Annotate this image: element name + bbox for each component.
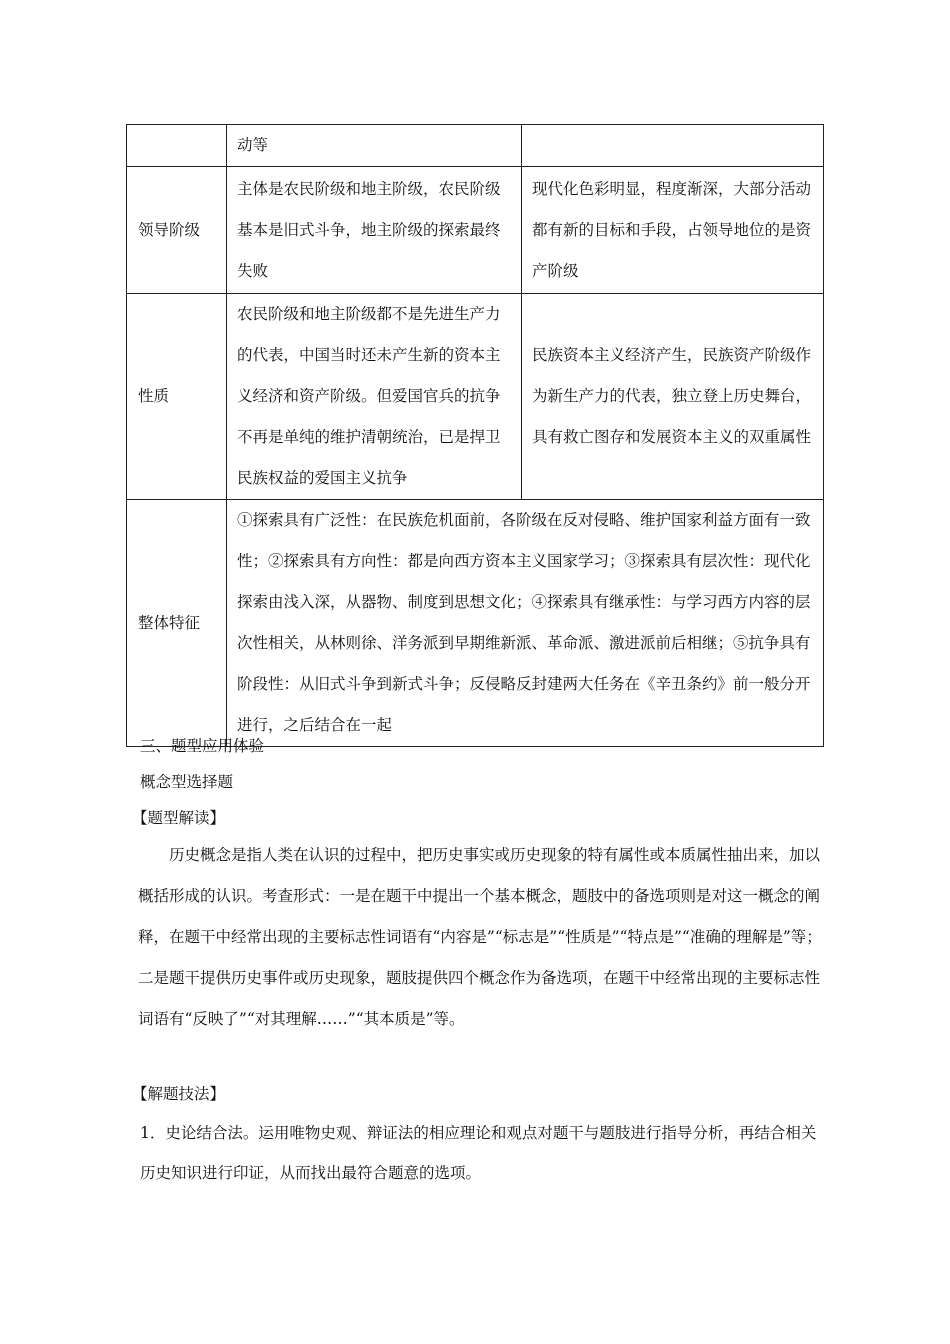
cell-right: 民族资本主义经济产生，民族资产阶级作为新生产力的代表，独立登上历史舞台，具有救亡图存和发展资本主义的双重属性	[522, 294, 824, 500]
cell-span: ①探索具有广泛性：在民族危机面前，各阶级在反对侵略、维护国家利益方面有一致性；②探索具有方向性：都是向西方资本主义国家学习；③探索具有层次性：现代化探索由浅入深，从器物、制度到思想文化；④探索具有继承性：与学习西方内容的层次性相关，从林则徐、洋务派到早期维新派、革命派、激进派前后相继；⑤抗争具有阶段性：从旧式斗争到新式斗争；反侵略反封建两大任务在《辛丑条约》前一般分开进行，之后结合在一起	[227, 500, 824, 747]
table-row	[127, 500, 824, 747]
heading-method: 【解题技法】	[132, 1085, 226, 1103]
cell-right	[522, 125, 824, 167]
subsection-title: 概念型选择题	[140, 773, 234, 791]
cell-left: 农民阶级和地主阶级都不是先进生产力的代表，中国当时还未产生新的资本主义经济和资产阶级。但爱国官兵的抗争不再是单纯的维护清朝统治，已是捍卫民族权益的爱国主义抗争	[227, 294, 522, 500]
table-row	[127, 294, 824, 500]
method-paragraph: 1．史论结合法。运用唯物史观、辩证法的相应理论和观点对题干与题肢进行指导分析，再结合相关历史知识进行印证，从而找出最符合题意的选项。	[140, 1124, 817, 1182]
row-label: 性质	[127, 294, 227, 500]
comparison-table	[126, 124, 824, 747]
table-row	[127, 167, 824, 294]
cell-left: 动等	[227, 125, 522, 167]
section-title: 三、题型应用体验	[140, 737, 265, 755]
interpret-paragraph: 历史概念是指人类在认识的过程中，把历史事实或历史现象的特有属性或本质属性抽出来，加以概括形成的认识。考查形式：一是在题干中提出一个基本概念，题肢中的备选项则是对这一概念的阐释，在题干中经常出现的主要标志性词语有“内容是”“标志是”“性质是”“特点是”“准确的理解是”等；二是题干提供历史事件或历史现象，题肢提供四个概念作为备选项，在题干中经常出现的主要标志性词语有“反映了”“对其理解……”“其本质是”等。	[138, 846, 822, 1028]
row-label: 领导阶级	[127, 167, 227, 294]
cell-right: 现代化色彩明显，程度渐深，大部分活动都有新的目标和手段，占领导地位的是资产阶级	[522, 167, 824, 294]
row-label	[127, 125, 227, 167]
heading-interpret: 【题型解读】	[132, 809, 226, 827]
cell-left: 主体是农民阶级和地主阶级，农民阶级基本是旧式斗争，地主阶级的探索最终失败	[227, 167, 522, 294]
table-row	[127, 125, 824, 167]
row-label: 整体特征	[127, 500, 227, 747]
